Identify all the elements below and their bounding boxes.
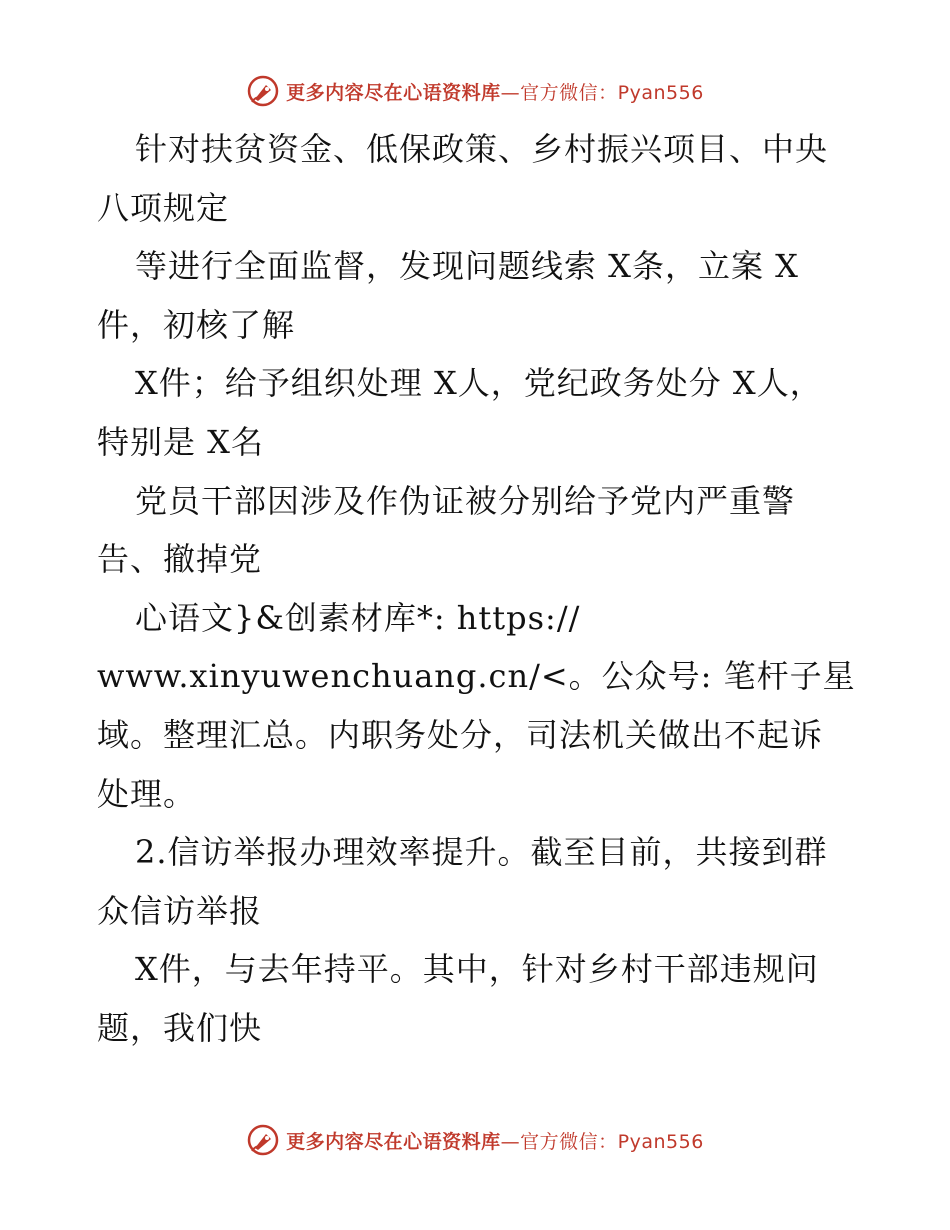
text-line: 处理。 bbox=[97, 774, 197, 813]
text-line: 题，我们快 bbox=[97, 1008, 263, 1047]
pen-nib-icon bbox=[246, 74, 280, 108]
document-body bbox=[97, 120, 857, 1058]
text-line: 针对扶贫资金、低保政策、乡村振兴项目、中央 bbox=[135, 130, 829, 168]
text-line: 域。整理汇总。内职务处分，司法机关做出不起诉 bbox=[97, 715, 824, 754]
footer-banner bbox=[0, 1120, 950, 1160]
text-line: 八项规定 bbox=[97, 188, 230, 227]
header-separator: — bbox=[500, 81, 521, 104]
text-line: 特别是 X名 bbox=[97, 422, 264, 461]
footer-banner-text bbox=[286, 1127, 704, 1154]
footer-separator: — bbox=[500, 1130, 521, 1153]
header-brand: 更多内容尽在心语资料库 bbox=[286, 81, 501, 104]
footer-brand: 更多内容尽在心语资料库 bbox=[286, 1130, 501, 1153]
text-line: X件，与去年持平。其中，针对乡村干部违规问 bbox=[135, 950, 819, 989]
text-line: 告、撤掉党 bbox=[97, 540, 263, 579]
text-line: 心语文}&创素材库*: https:// bbox=[135, 598, 581, 637]
footer-wechat: 官方微信：Pyan556 bbox=[520, 1130, 704, 1153]
text-line: X件；给予组织处理 X人，党纪政务处分 X人， bbox=[135, 364, 823, 403]
header-banner-text bbox=[286, 78, 704, 105]
text-line: 等进行全面监督，发现问题线索 X条，立案 X bbox=[135, 247, 799, 286]
text-line: 2.信访举报办理效率提升。截至目前，共接到群 bbox=[135, 833, 828, 872]
text-line: www.xinyuwenchuang.cn/<。公众号: 笔杆子星 bbox=[97, 657, 856, 696]
pen-nib-icon bbox=[246, 1123, 280, 1157]
text-line: 件，初核了解 bbox=[97, 305, 296, 344]
header-wechat: 官方微信：Pyan556 bbox=[520, 81, 704, 104]
header-banner bbox=[0, 71, 950, 111]
text-line: 众信访举报 bbox=[97, 891, 263, 930]
text-line: 党员干部因涉及作伪证被分别给予党内严重警 bbox=[135, 481, 796, 520]
